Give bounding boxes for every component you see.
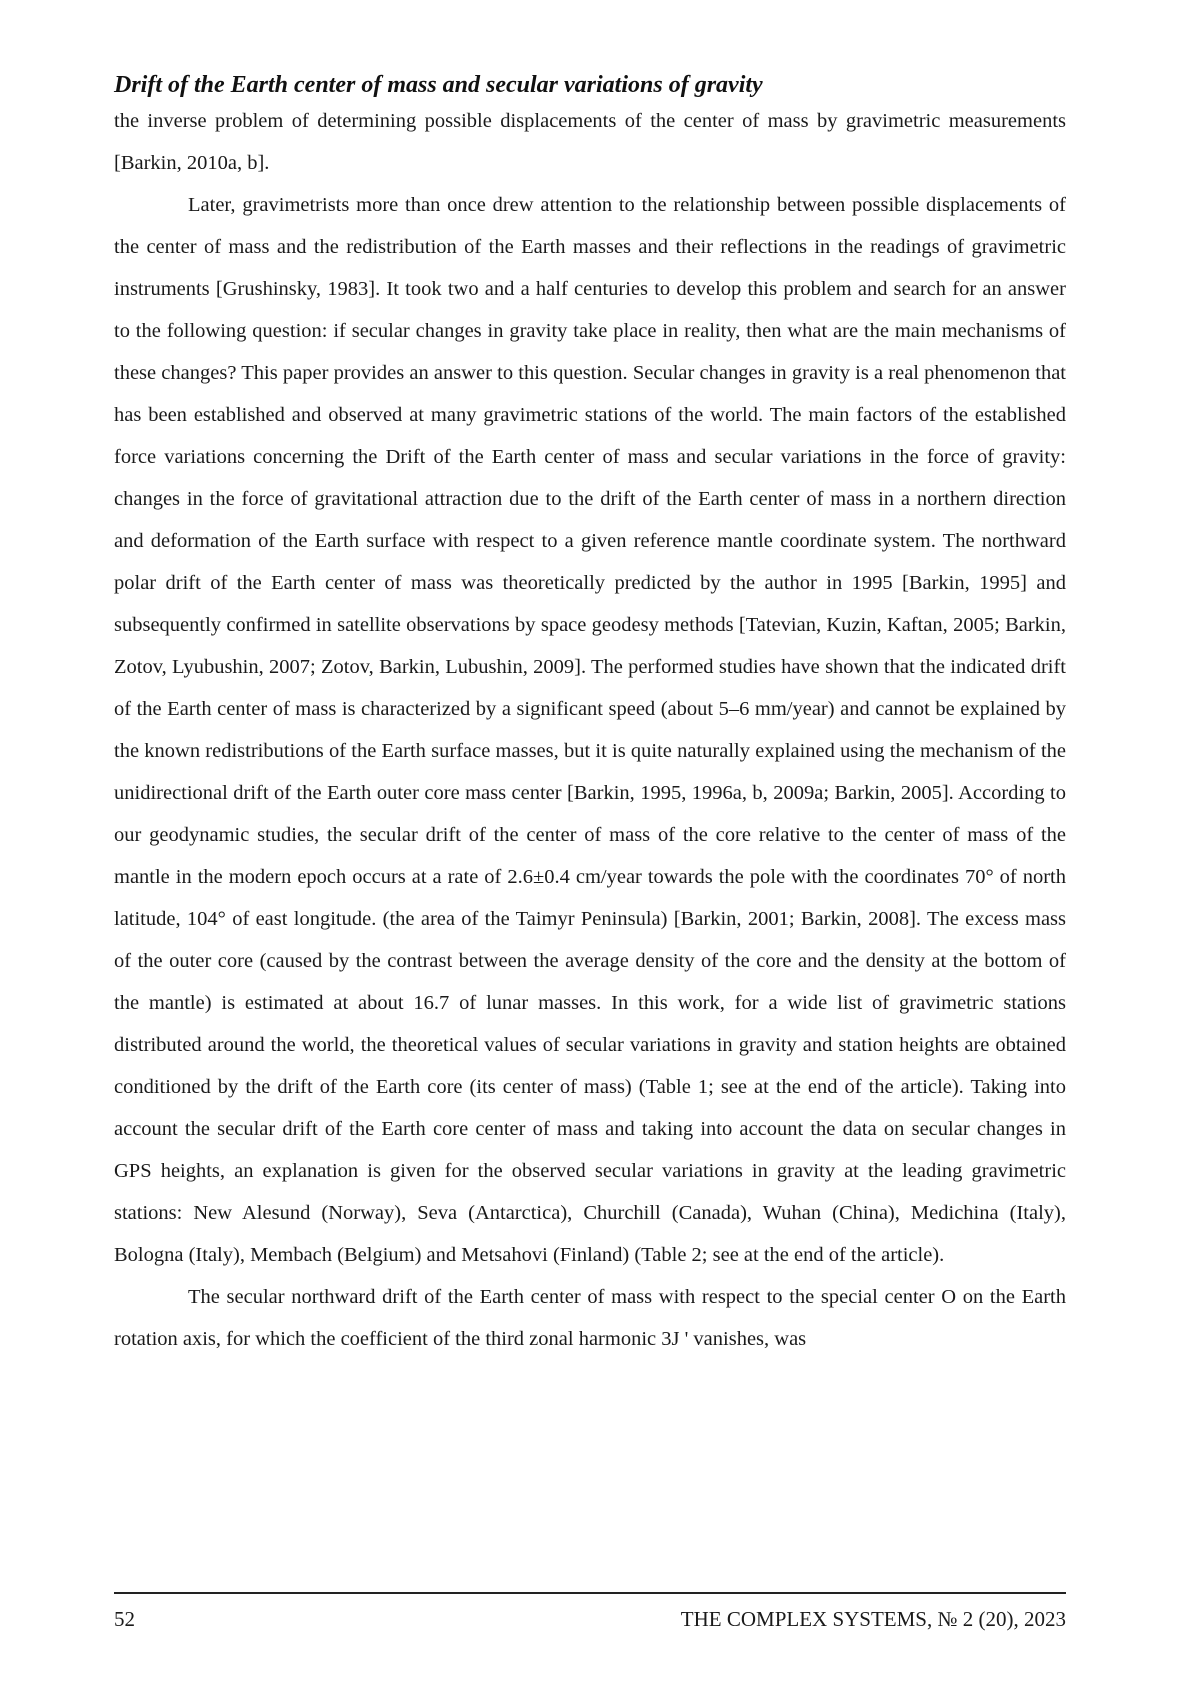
page-content xyxy=(114,70,1066,1360)
article-body xyxy=(114,100,1066,1360)
footer-divider xyxy=(114,1592,1066,1594)
paragraph-continued: the inverse problem of determining possible displacements of the center of mass by gravimetric measurements [Barkin, 2010a, b]. xyxy=(114,110,1066,174)
page-footer xyxy=(114,1606,1066,1632)
page-number: 52 xyxy=(114,1607,135,1631)
running-title: Drift of the Earth center of mass and secular variations of gravity xyxy=(114,72,763,98)
paragraph-main: Later, gravimetrists more than once drew attention to the relationship between possible displacements of the center of mass and the redistribution of the Earth masses and their reflections in the readings of gravimetric instruments [Grushinsky, 1983]. It took two and a half centuries to develop this problem and search for an answer to the following question: if secular changes in gravity take place in reality, then what are the main mechanisms of these changes? This paper provides an answer to this question. Secular changes in gravity is a real phenomenon that has been established and observed at many gravimetric stations of the world. The main factors of the established force variations concerning the Drift of the Earth center of mass and secular variations in the force of gravity: changes in the force of gravitational attraction due to the drift of the Earth center of mass in a northern direction and deformation of the Earth surface with respect to a given reference mantle coordinate system. The northward polar drift of the Earth center of mass was theoretically predicted by the author in 1995 [Barkin, 1995] and subsequently confirmed in satellite observations by space geodesy methods [Tatevian, Kuzin, Kaftan, 2005; Barkin, Zotov, Lyubushin, 2007; Zotov, Barkin, Lubushin, 2009]. The performed studies have shown that the indicated drift of the Earth center of mass is characterized by a significant speed (about 5–6 mm/year) and cannot be explained by the known redistributions of the Earth surface masses, but it is quite naturally explained using the mechanism of the unidirectional drift of the Earth outer core mass center [Barkin, 1995, 1996a, b, 2009a; Barkin, 2005]. According to our geodynamic studies, the secular drift of the center of mass of the core relative to the center of mass of the mantle in the modern epoch occurs at a rate of 2.6±0.4 cm/year towards the pole with the coordinates 70° of north latitude, 104° of east longitude. (the area of the Taimyr Peninsula) [Barkin, 2001; Barkin, 2008]. The excess mass of the outer core (caused by the contrast between the average density of the core and the density at the bottom of the mantle) is estimated at about 16.7 of lunar masses. In this work, for a wide list of gravimetric stations distributed around the world, the theoretical values of secular variations in gravity and station heights are obtained conditioned by the drift of the Earth core (its center of mass) (Table 1; see at the end of the article). Taking into account the secular drift of the Earth core center of mass and taking into account the data on secular changes in GPS heights, an explanation is given for the observed secular variations in gravity at the leading gravimetric stations: New Alesund (Norway), Seva (Antarctica), Churchill (Canada), Wuhan (China), Medichina (Italy), Bologna (Italy), Membach (Belgium) and Metsahovi (Finland) (Table 2; see at the end of the article). xyxy=(114,194,1066,1266)
journal-citation: THE COMPLEX SYSTEMS, № 2 (20), 2023 xyxy=(680,1607,1066,1631)
paragraph-final: The secular northward drift of the Earth center of mass with respect to the special center O on the Earth rotation axis, for which the coefficient of the third zonal harmonic 3J ' vanishes, was xyxy=(114,1286,1066,1350)
